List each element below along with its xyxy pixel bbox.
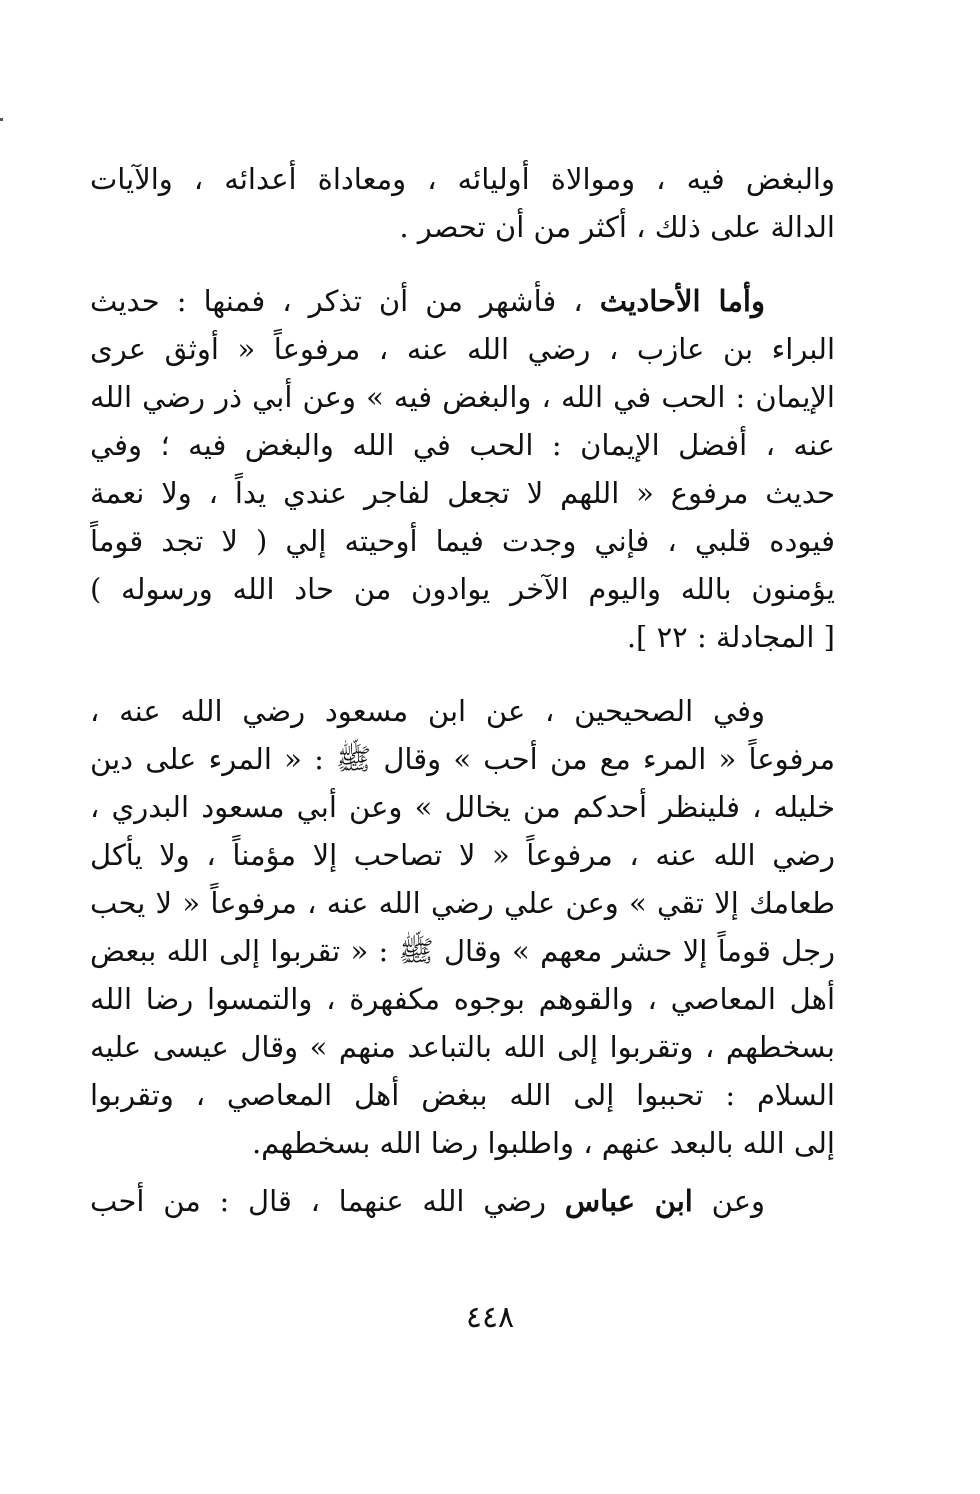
scan-edge-mark (0, 118, 3, 121)
text-line: أهل المعاصي ، والقوهم بوجوه مكفهرة ، والتمسوا رضا الله (90, 982, 835, 1016)
text-line: فيوده قلبي ، فإني وجدت فيما أوحيته إلي ( لا تجد قوماً (90, 524, 835, 558)
text-line: رجل قوماً إلا حشر معهم » وقال ﷺ : « تقربوا إلى الله ببعض (90, 934, 835, 968)
text-line: وفي الصحيحين ، عن ابن مسعود رضي الله عنه ، (90, 694, 765, 728)
text-line: [ المجادلة : ٢٢ ]. (626, 620, 835, 654)
text-span: رضي الله عنهما ، قال : من أحب (90, 1184, 565, 1218)
text-line: بسخطهم ، وتقربوا إلى الله بالتباعد منهم » وقال عيسى عليه (90, 1030, 835, 1064)
text-line: يؤمنون بالله واليوم الآخر يوادون من حاد الله ورسوله ) (90, 572, 835, 606)
bold-name-ibn-abbas: ابن عباس (564, 1184, 693, 1218)
page-body (90, 155, 835, 1251)
text-line: إلى الله بالبعد عنهم ، واطلبوا رضا الله بسخطهم. (251, 1126, 835, 1160)
paragraph-3 (90, 687, 835, 1167)
text-line: والبغض فيه ، وموالاة أوليائه ، ومعاداة أعدائه ، والآيات (90, 162, 835, 196)
bold-lead-hadiths: وأما الأحاديث (599, 284, 765, 318)
page-number: ٤٤٨ (465, 1300, 515, 1335)
paragraph-1 (90, 155, 835, 251)
text-line: رضي الله عنه ، مرفوعاً « لا تصاحب إلا مؤمناً ، ولا يأكل (90, 838, 835, 872)
text-line (90, 277, 835, 325)
paragraph-4 (90, 1177, 835, 1225)
text-line: خليله ، فلينظر أحدكم من يخالل » وعن أبي مسعود البدري ، (90, 790, 835, 824)
text-line: البراء بن عازب ، رضي الله عنه ، مرفوعاً « أوثق عرى (90, 332, 835, 366)
text-line: عنه ، أفضل الإيمان : الحب في الله والبغض فيه ؛ وفي (90, 428, 835, 462)
text-line: الدالة على ذلك ، أكثر من أن تحصر . (399, 210, 835, 244)
text-line: مرفوعاً « المرء مع من أحب » وقال ﷺ : « المرء على دين (90, 742, 835, 776)
text-line: طعامك إلا تقي » وعن علي رضي الله عنه ، مرفوعاً « لا يحب (90, 886, 835, 920)
text-span: ، فأشهر من أن تذكر ، فمنها : حديث (90, 284, 600, 318)
text-span: وعن (692, 1184, 765, 1218)
text-line (90, 1177, 835, 1225)
paragraph-2 (90, 277, 835, 661)
text-line: الإيمان : الحب في الله ، والبغض فيه » وعن أبي ذر رضي الله (90, 380, 835, 414)
text-line: السلام : تحببوا إلى الله ببغض أهل المعاصي ، وتقربوا (90, 1078, 835, 1112)
text-line: حديث مرفوع « اللهم لا تجعل لفاجر عندي يداً ، ولا نعمة (90, 476, 835, 510)
